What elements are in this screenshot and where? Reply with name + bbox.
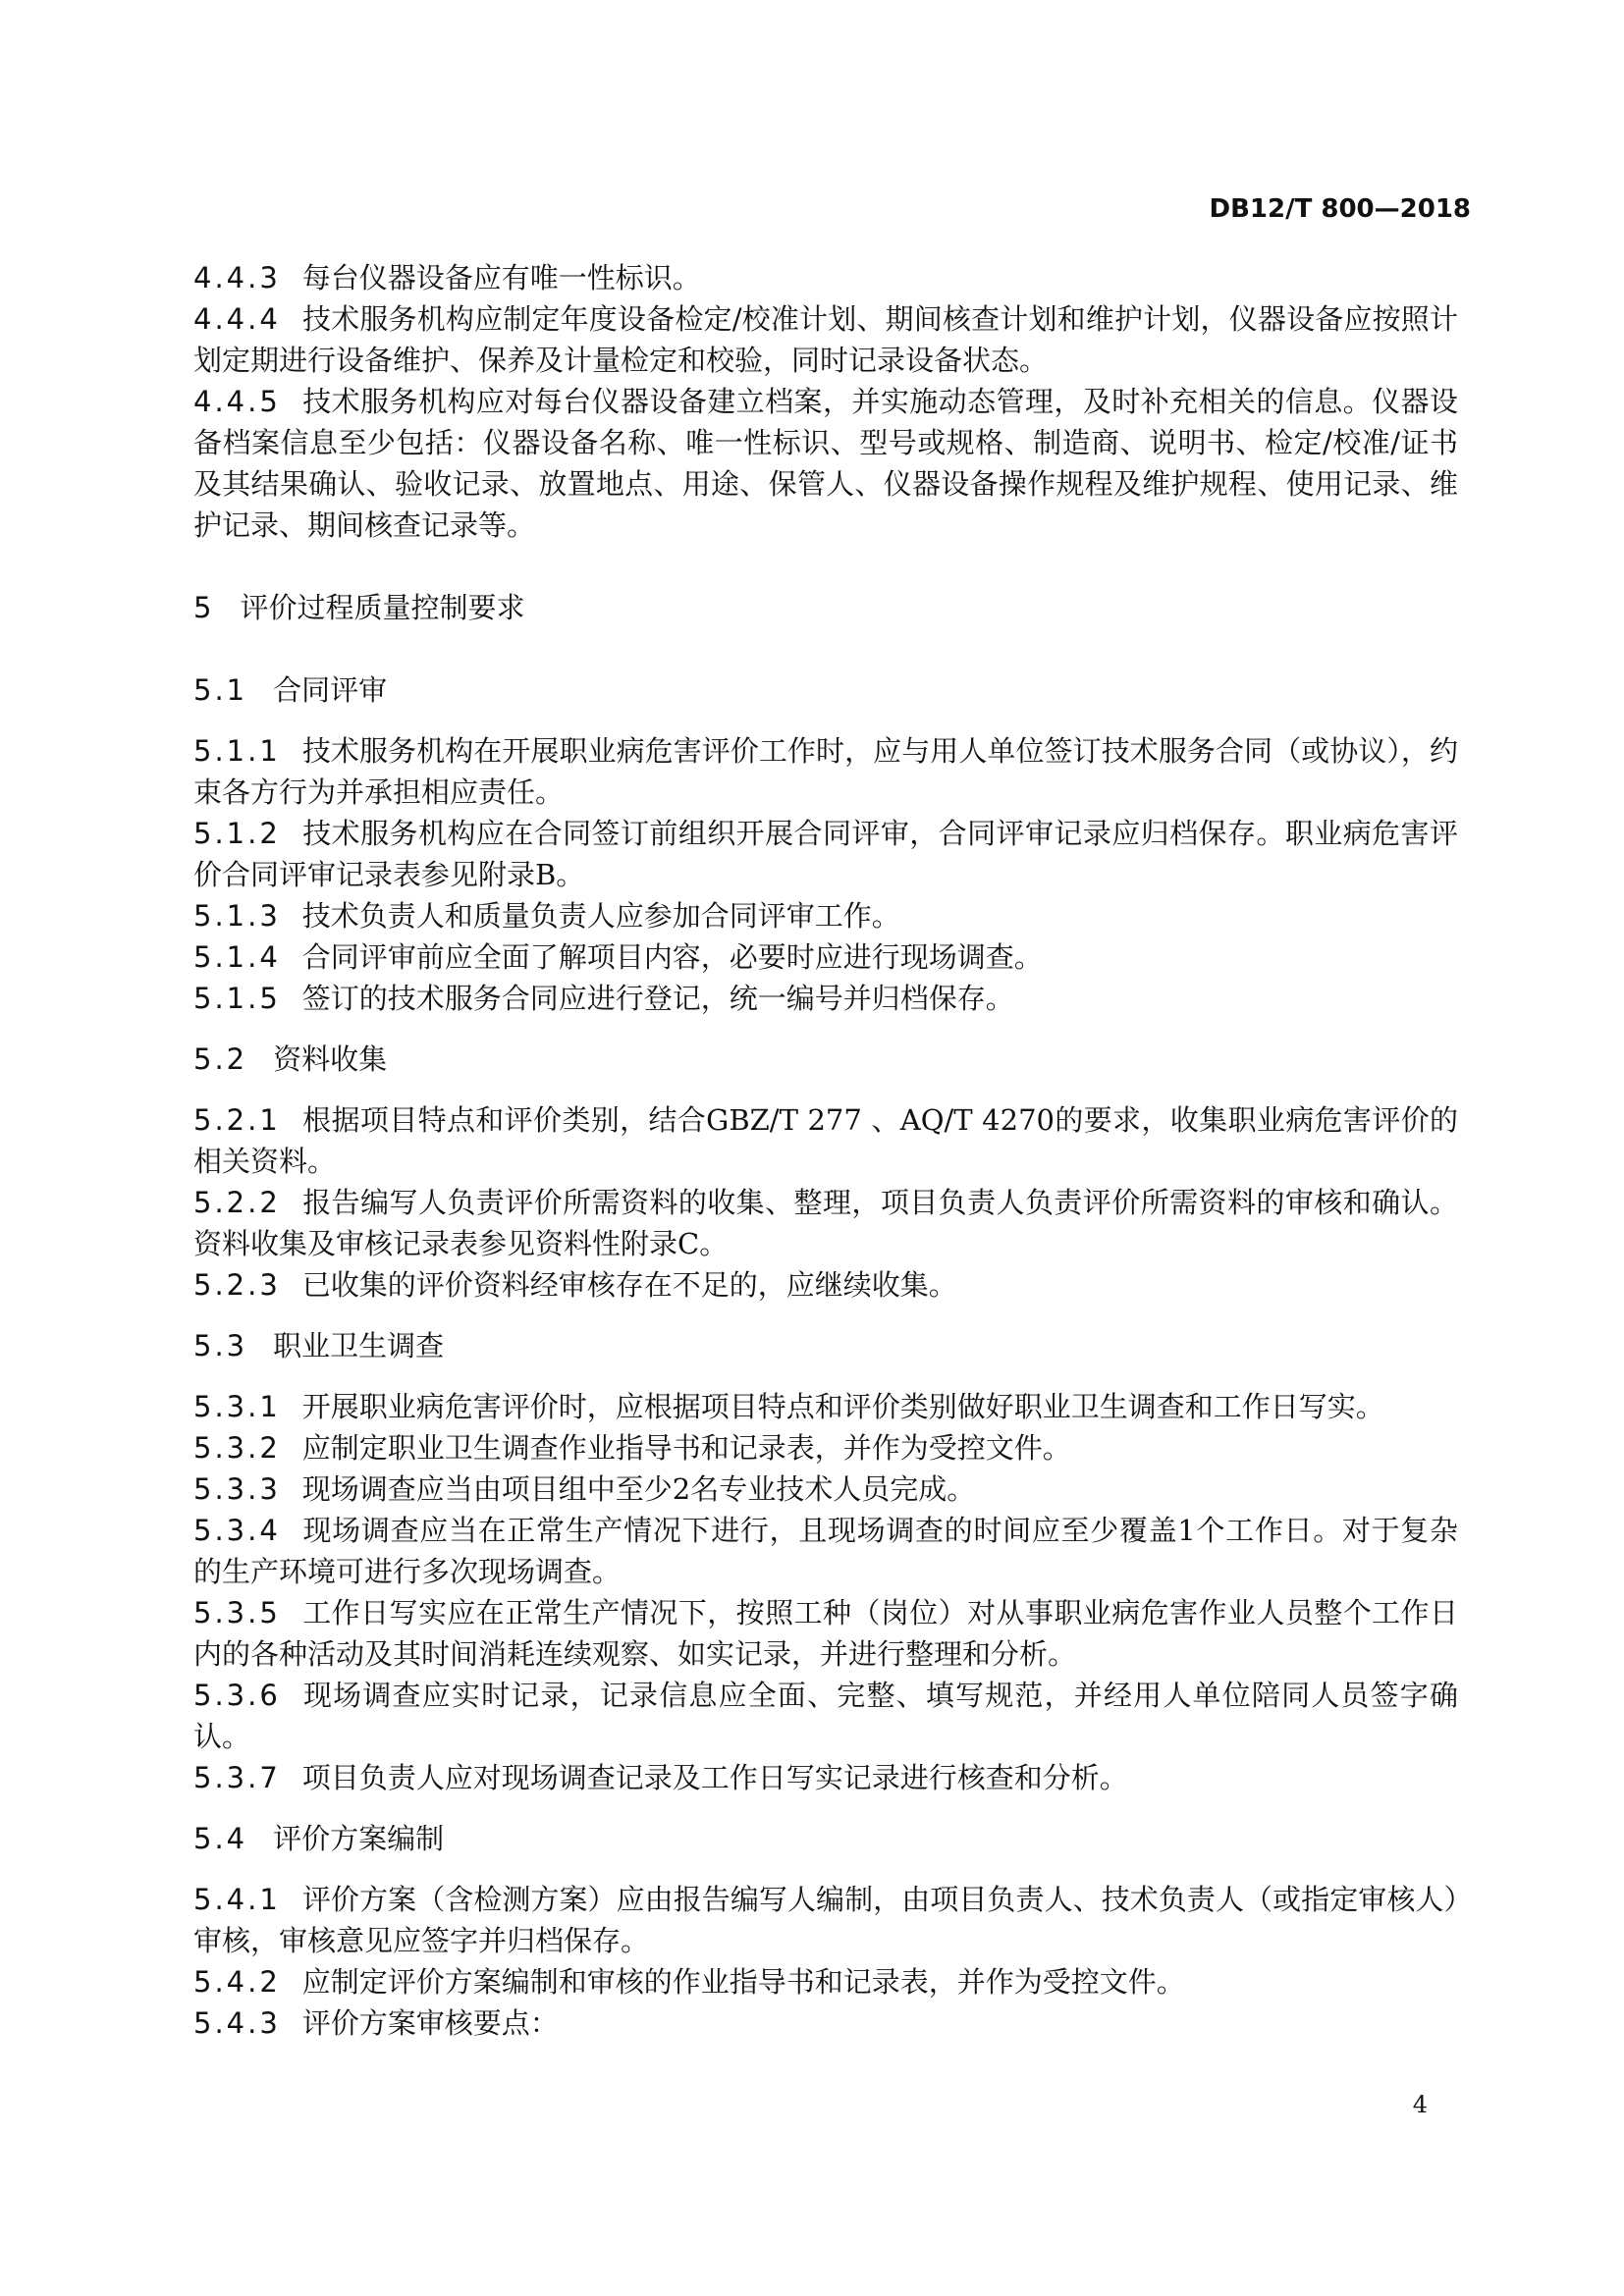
clause-text: 现场调查应实时记录，记录信息应全面、完整、填写规范，并经用人单位陪同人员签字确认。 <box>193 1679 1458 1753</box>
subsection-number: 5.2 <box>193 1042 248 1076</box>
clause-4-4-5 <box>193 381 1458 546</box>
subsection-heading-5-1 <box>193 669 1458 711</box>
clause-number: 5.3.2 <box>193 1431 281 1465</box>
clause-number: 5.3.3 <box>193 1472 281 1506</box>
section-number: 5 <box>193 591 215 624</box>
clause-number: 5.2.3 <box>193 1268 281 1302</box>
clause-number: 5.3.5 <box>193 1596 281 1629</box>
clause-5-3-4 <box>193 1510 1458 1592</box>
clause-number: 5.3.4 <box>193 1514 281 1547</box>
clause-text: 开展职业病危害评价时，应根据项目特点和评价类别做好职业卫生调查和工作日写实。 <box>301 1390 1384 1423</box>
clause-text: 每台仪器设备应有唯一性标识。 <box>301 261 701 294</box>
clause-5-2-3 <box>193 1264 1458 1306</box>
clause-text: 签订的技术服务合同应进行登记，统一编号并归档保存。 <box>301 982 1014 1015</box>
clause-5-3-3 <box>193 1468 1458 1510</box>
clause-5-2-2 <box>193 1182 1458 1264</box>
subsection-heading-5-4 <box>193 1818 1458 1859</box>
subsection-heading-5-2 <box>193 1039 1458 1080</box>
clause-text: 技术服务机构应在合同签订前组织开展合同评审，合同评审记录应归档保存。职业病危害评价合同评审记录表参见附录B。 <box>193 817 1458 891</box>
clause-5-2-1 <box>193 1099 1458 1182</box>
clause-text: 技术服务机构应制定年度设备检定/校准计划、期间核查计划和维护计划，仪器设备应按照计划定期进行设备维护、保养及计量检定和校验，同时记录设备状态。 <box>193 302 1458 377</box>
clause-number: 5.3.6 <box>193 1679 281 1712</box>
clause-number: 4.4.5 <box>193 385 281 418</box>
clause-number: 5.1.2 <box>193 817 281 850</box>
clause-text: 工作日写实应在正常生产情况下，按照工种（岗位）对从事职业病危害作业人员整个工作日内的各种活动及其时间消耗连续观察、如实记录，并进行整理和分析。 <box>193 1596 1458 1671</box>
clause-number: 5.1.1 <box>193 734 281 768</box>
clause-number: 5.3.7 <box>193 1761 281 1794</box>
clause-number: 5.2.1 <box>193 1103 281 1137</box>
document-body <box>193 257 1458 2044</box>
clause-5-4-3 <box>193 2002 1458 2044</box>
subsection-heading-5-3 <box>193 1325 1458 1366</box>
clause-4-4-3 <box>193 257 1458 298</box>
clause-number: 5.4.1 <box>193 1883 281 1916</box>
standard-code: DB12/T 800—2018 <box>1209 194 1471 224</box>
clause-number: 5.4.3 <box>193 2006 281 2040</box>
clause-text: 报告编写人负责评价所需资料的收集、整理，项目负责人负责评价所需资料的审核和确认。资料收集及审核记录表参见资料性附录C。 <box>193 1186 1458 1260</box>
section-heading-5 <box>193 587 1458 628</box>
clause-5-3-7 <box>193 1757 1458 1798</box>
clause-text: 评价方案（含检测方案）应由报告编写人编制，由项目负责人、技术负责人（或指定审核人）审核，审核意见应签字并归档保存。 <box>193 1883 1458 1957</box>
clause-text: 应制定评价方案编制和审核的作业指导书和记录表，并作为受控文件。 <box>301 1965 1185 1999</box>
clause-5-1-4 <box>193 936 1458 978</box>
clause-number: 4.4.4 <box>193 302 281 336</box>
clause-5-1-2 <box>193 813 1458 895</box>
clause-number: 5.4.2 <box>193 1965 281 1999</box>
clause-5-1-3 <box>193 895 1458 936</box>
subsection-title: 职业卫生调查 <box>273 1329 445 1362</box>
clause-4-4-4 <box>193 298 1458 381</box>
subsection-number: 5.1 <box>193 673 248 707</box>
clause-number: 5.1.4 <box>193 940 281 974</box>
clause-text: 根据项目特点和评价类别，结合GBZ/T 277 、AQ/T 4270的要求，收集职业病危害评价的相关资料。 <box>193 1103 1458 1178</box>
clause-5-3-6 <box>193 1675 1458 1757</box>
clause-5-4-2 <box>193 1961 1458 2002</box>
clause-number: 5.1.3 <box>193 899 281 933</box>
clause-number: 5.2.2 <box>193 1186 281 1219</box>
clause-number: 5.1.5 <box>193 982 281 1015</box>
clause-text: 项目负责人应对现场调查记录及工作日写实记录进行核查和分析。 <box>301 1761 1128 1794</box>
subsection-title: 资料收集 <box>273 1042 388 1076</box>
subsection-number: 5.4 <box>193 1822 248 1855</box>
clause-text: 合同评审前应全面了解项目内容，必要时应进行现场调查。 <box>301 940 1043 974</box>
clause-5-1-1 <box>193 730 1458 813</box>
page-number: 4 <box>1412 2091 1428 2118</box>
section-title: 评价过程质量控制要求 <box>240 591 525 624</box>
clause-text: 应制定职业卫生调查作业指导书和记录表，并作为受控文件。 <box>301 1431 1071 1465</box>
subsection-title: 评价方案编制 <box>273 1822 445 1855</box>
clause-text: 现场调查应当由项目组中至少2名专业技术人员完成。 <box>301 1472 976 1506</box>
clause-number: 4.4.3 <box>193 261 281 294</box>
clause-text: 技术服务机构应对每台仪器设备建立档案，并实施动态管理，及时补充相关的信息。仪器设备档案信息至少包括：仪器设备名称、唯一性标识、型号或规格、制造商、说明书、检定/校准/证书及其结果确认、验收记录、放置地点、用途、保管人、仪器设备操作规程及维护规程、使用记录、维护记录、期间核查记录等。 <box>193 385 1458 542</box>
subsection-number: 5.3 <box>193 1329 248 1362</box>
clause-5-4-1 <box>193 1879 1458 1961</box>
clause-number: 5.3.1 <box>193 1390 281 1423</box>
clause-text: 技术服务机构在开展职业病危害评价工作时，应与用人单位签订技术服务合同（或协议），约束各方行为并承担相应责任。 <box>193 734 1458 809</box>
clause-text: 技术负责人和质量负责人应参加合同评审工作。 <box>301 899 900 933</box>
subsection-title: 合同评审 <box>273 673 388 707</box>
clause-text: 评价方案审核要点： <box>301 2006 559 2040</box>
clause-text: 已收集的评价资料经审核存在不足的，应继续收集。 <box>301 1268 957 1302</box>
clause-5-3-5 <box>193 1592 1458 1675</box>
clause-text: 现场调查应当在正常生产情况下进行，且现场调查的时间应至少覆盖1个工作日。对于复杂的生产环境可进行多次现场调查。 <box>193 1514 1458 1588</box>
clause-5-3-2 <box>193 1427 1458 1468</box>
clause-5-3-1 <box>193 1386 1458 1427</box>
clause-5-1-5 <box>193 978 1458 1019</box>
